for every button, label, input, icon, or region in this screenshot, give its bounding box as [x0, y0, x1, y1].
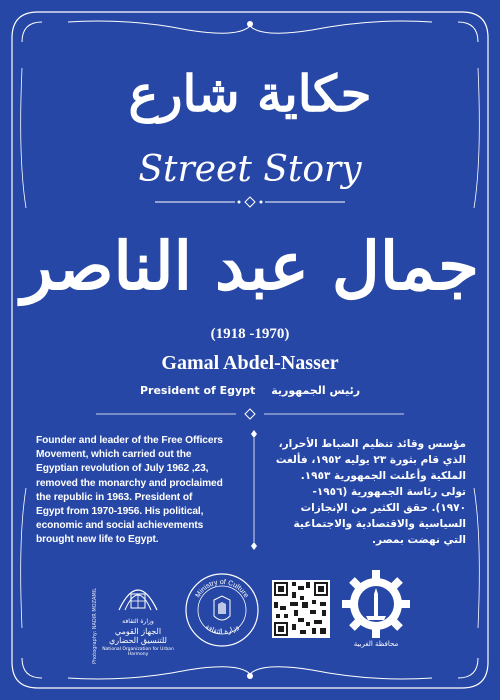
gov-label: محافظة الغربية	[353, 640, 399, 648]
bio-line: الملكية وأعلنت الجمهورية ١٩٥٣.	[300, 470, 466, 482]
bio-line: Egypt from 1970-1956. His political,	[36, 506, 204, 518]
gear-emblem-icon	[340, 568, 412, 640]
gharbia-governorate-logo	[338, 568, 414, 654]
bio-line: Egyptian revolution of July 1962 ,23,	[36, 463, 209, 475]
bio-line: ١٩٧٠). حقق الكثير من الإنجازات	[300, 502, 466, 514]
culture-ar-text: وزارة الثقافة	[203, 622, 241, 637]
arabic-biography	[262, 436, 466, 548]
ornament-divider-2	[96, 408, 404, 420]
nouh-name-ar: الجهاز القومي للتنسيق الحضاري	[108, 627, 167, 645]
bio-line: Founder and leader of the Free Officers	[36, 435, 223, 446]
arabic-title: حكاية شارع	[128, 64, 372, 123]
ornament-divider	[155, 196, 345, 208]
culture-en-text: Ministry of Culture	[194, 578, 250, 600]
bio-line: الذي قام بثورة ٢٣ يوليه ١٩٥٢، فألغت	[275, 454, 466, 466]
nouh-name-en: National Organization for Urban Harmony	[102, 647, 174, 657]
titles	[0, 384, 500, 397]
bio-line: the republic in 1963. President of	[36, 491, 193, 503]
title-arabic: رئيس الجمهورية	[271, 384, 361, 397]
street-story-title: Street Story	[138, 149, 362, 190]
nouh-logo	[102, 570, 174, 670]
bio-line: brought new life to Egypt.	[36, 534, 159, 546]
title-english: President of Egypt	[139, 384, 256, 397]
english-biography	[36, 434, 246, 548]
name-english: Gamal Abdel-Nasser	[161, 352, 339, 374]
name-arabic: جمال عبد الناصر	[21, 227, 479, 305]
bio-line: removed the monarchy and proclaimed	[36, 477, 223, 489]
bio-line: تولى رئاسة الجمهورية (١٩٥٦-	[312, 486, 466, 498]
bio-line: التي نهضت بمصر.	[372, 534, 466, 546]
bio-line: السياسية والاقتصادية والاجتماعية	[293, 518, 466, 530]
vertical-divider	[250, 430, 258, 550]
years: (1918 -1970)	[210, 326, 290, 342]
bio-line: Movement, which carried out the	[36, 449, 192, 461]
ministry-of-culture-logo	[184, 572, 260, 648]
nouh-ministry-ar: وزارة الثقافة	[122, 618, 154, 625]
qr-code-icon[interactable]	[272, 580, 330, 638]
bio-line: مؤسس وقائد تنظيم الضباط الأحرار،	[278, 438, 466, 450]
nouh-emblem-icon	[115, 570, 161, 614]
bio-line: economic and social achievements	[36, 520, 204, 532]
photo-credit: Photography: NADIR MOZAMIL	[92, 588, 98, 664]
